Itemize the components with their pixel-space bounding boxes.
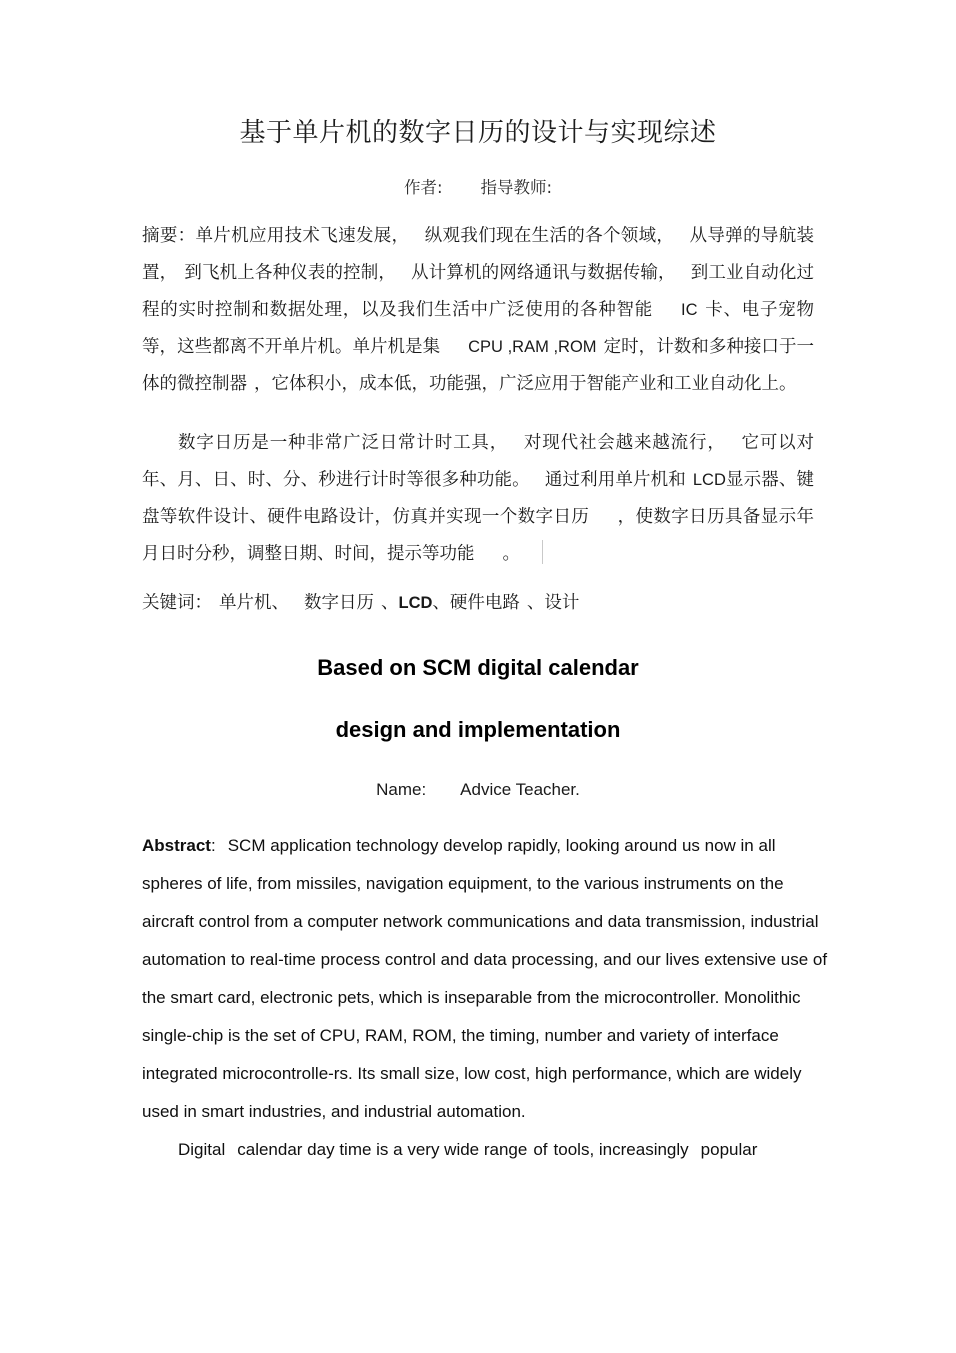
author-label: 作者: [403, 178, 443, 197]
abstract-text-g: 卡、电子宠物等，这些都离不开单片机。单片机是集 [142, 300, 814, 357]
para2-text-d: 通过利用单片机和 [544, 470, 686, 490]
para2-text-e: 显示器、键盘等软件设计、硬件电路设计，仿真并实现一个数字日历 [142, 470, 815, 527]
cpu-ram-rom-term: CPU ,RAM ,ROM [468, 338, 597, 356]
para2-text-b: 对现代社会越来越流行， [523, 433, 726, 453]
english-para2-word-4: tools, increasingly [553, 1140, 689, 1159]
abstract-text-f: 到工业自动化过程的实时控制和数据处理，以及我们生活中广泛使用的各种智能 [142, 263, 815, 320]
page-content [142, 0, 828, 1169]
english-para2-word-5: popular [700, 1140, 758, 1159]
keyword-separator: 、 [381, 593, 399, 613]
para2-text-g: 。 [502, 544, 520, 564]
abstract-text-c: 从导弹的导航装置， [142, 226, 815, 283]
ic-card-term: IC [681, 301, 698, 319]
english-byline [142, 745, 814, 803]
keyword-1: 单片机、 [219, 593, 289, 613]
english-abstract-paragraph [142, 803, 832, 1131]
keyword-2: 数字日历 [304, 593, 374, 613]
english-advisor-label: Advice Teacher. [460, 780, 580, 799]
para2-text-a: 数字日历是一种非常广泛日常计时工具， [178, 433, 509, 453]
keyword-6: 、设计 [526, 593, 580, 613]
abstract-text-e: 从计算机的网络通讯与数据传输， [410, 263, 676, 283]
chinese-keywords [142, 573, 814, 620]
english-para2-word-1: Digital [178, 1140, 226, 1159]
abstract-text-b: 纵观我们现在生活的各个领域， [424, 226, 675, 246]
keyword-lcd: LCD [398, 594, 433, 612]
english-title-line-2: design and implementation [335, 717, 621, 742]
abstract-text-h: 定时，计数和多种接口于一体的微控制器 [142, 337, 815, 394]
text-caret [542, 540, 543, 564]
chinese-abstract-paragraph [142, 201, 814, 403]
abstract-text-d: 到飞机上各种仪表的控制， [184, 263, 396, 283]
english-paragraph-two [142, 1131, 832, 1169]
english-para2-word-3: of [533, 1140, 548, 1159]
advisor-label: 指导教师: [480, 178, 553, 197]
chinese-paragraph-two [142, 403, 814, 573]
abstract-label: 摘要： [142, 226, 196, 246]
lcd-term: LCD [692, 471, 726, 489]
para2-text-f: ，使数字日历具备显示年月日时分秒，调整日期、时间，提示等功能 [142, 507, 815, 564]
abstract-text-i: ，它体积小，成本低，功能强，广泛应用于智能产业和工业自动化上。 [254, 374, 797, 394]
english-name-label: Name: [376, 780, 427, 799]
english-abstract-label: Abstract [142, 836, 211, 855]
para2-text-c: 它可以对年、月、日、时、分、秒进行计时等很多种功能。 [142, 433, 815, 490]
english-abstract-body: SCM application technology develop rapidly, looking around us now in all spheres of life, from missiles, navigation equipment, to the various instruments on the aircraft control from a computer network communications and data transmission, industrial automation to real-time process control and data processing, and our lives extensive use of the smart card, electronic pets, which is inseparable from the microcontroller. Monolithic single-chip is the set of CPU, RAM, ROM, the timing, number and variety of interface integrated microcontrolle-rs. Its small size, low cost, high performance, which are widely used in smart industries, and industrial automation. [142, 836, 828, 1121]
abstract-text-a: 单片机应用技术飞速发展， [195, 226, 410, 246]
chinese-title: 基于单片机的数字日历的设计与实现综述 [239, 118, 717, 148]
english-title-line-1: Based on SCM digital calendar [317, 655, 639, 680]
keyword-5: 、硬件电路 [432, 593, 520, 613]
english-para2-word-2: calendar day time is a very wide range [237, 1140, 528, 1159]
keywords-label: 关键词： [142, 593, 212, 613]
english-abstract-colon: : [210, 836, 216, 855]
chinese-byline [142, 150, 814, 201]
